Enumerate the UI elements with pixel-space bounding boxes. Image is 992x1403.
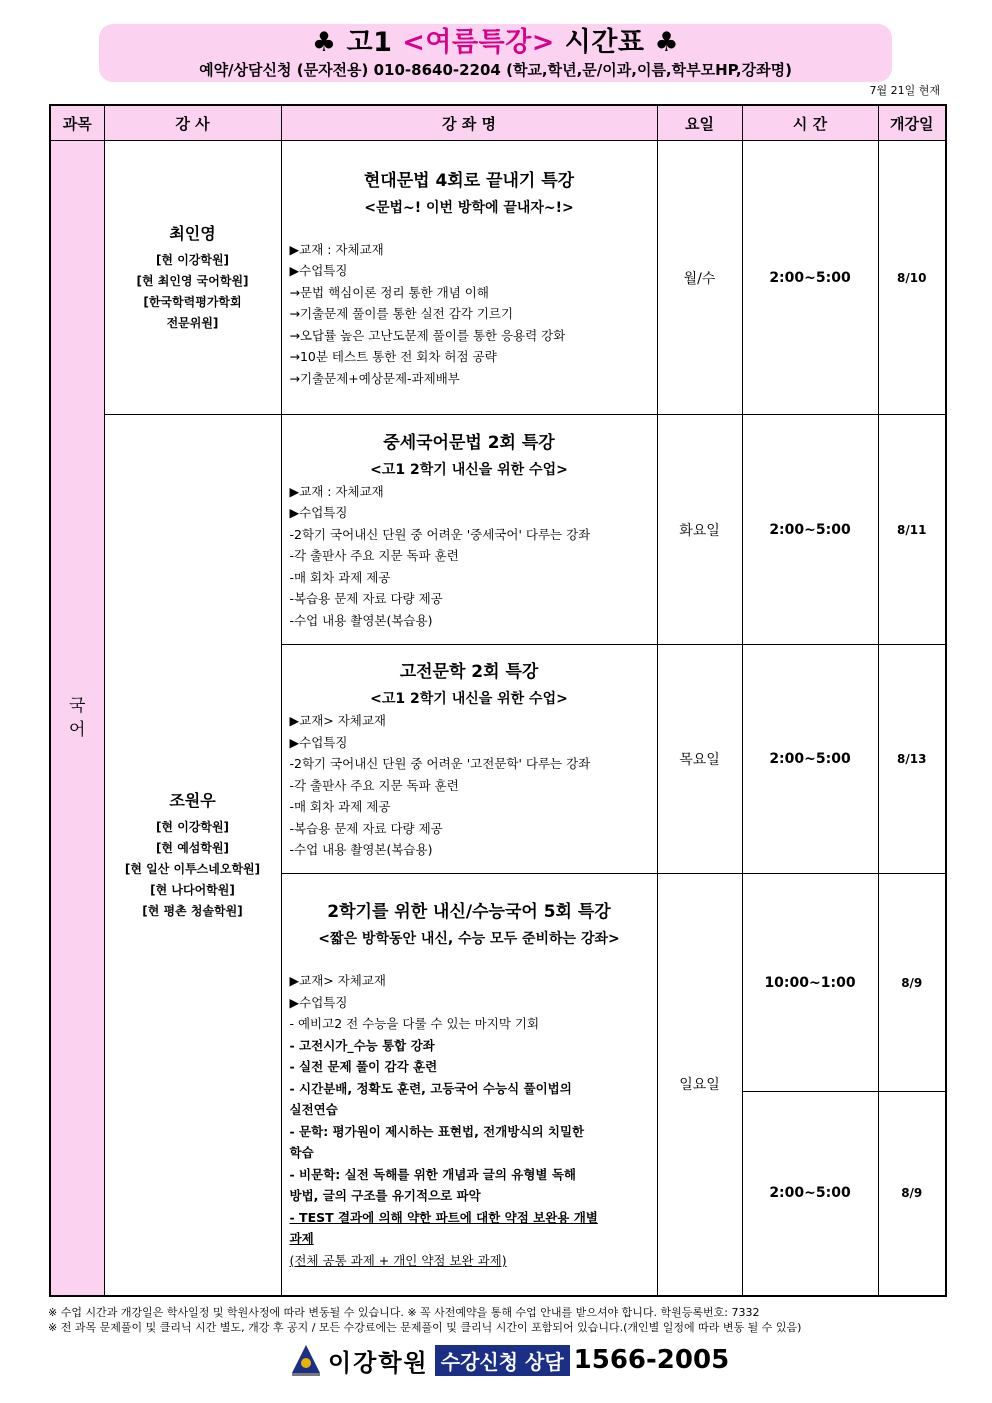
course-line: -각 출판사 주요 지문 독파 훈련 xyxy=(289,548,459,564)
course-line: - 시간분배, 정확도 훈련, 고등국어 수능식 풀이법의 xyxy=(289,1080,572,1096)
teacher-name: 조원우 xyxy=(169,790,216,810)
course-line: (전체 공통 과제 + 개인 약점 보완 과제) xyxy=(289,1252,507,1268)
open-cell: 8/9 xyxy=(878,874,946,1092)
footer xyxy=(290,1342,729,1378)
course-line: →10분 테스트 통한 전 회차 허점 공략 xyxy=(289,349,497,365)
col-subject: 과목 xyxy=(50,105,104,141)
course-line: ▶수업특징 xyxy=(289,505,348,521)
club-icon: ♣ xyxy=(654,27,680,58)
teacher-cred: [현 나다어학원] xyxy=(150,882,235,897)
teacher-cred: [현 이강학원] xyxy=(155,253,230,267)
course-line: →문법 핵심이론 정리 통한 개념 이해 xyxy=(289,284,489,300)
course-line: - 문학: 평가원이 제시하는 표현법, 전개방식의 치밀한 xyxy=(289,1123,585,1139)
course-tag: <고1 2학기 내신을 위한 수업> xyxy=(370,461,568,478)
title-grade: 고1 xyxy=(346,27,393,58)
course-tag: <고1 2학기 내신을 위한 수업> xyxy=(370,691,568,708)
club-icon: ♣ xyxy=(311,27,337,58)
course-line: - 고전시가_수능 통합 강좌 xyxy=(289,1037,435,1053)
course-tag: <짧은 방학동안 내신, 수능 모두 준비하는 강좌> xyxy=(318,931,620,948)
open-cell: 8/11 xyxy=(878,415,946,645)
day-cell: 화요일 xyxy=(657,415,742,645)
teacher-cred: [한국학력평가학회 xyxy=(143,295,242,309)
note-line: ※ 전 과목 문제풀이 및 클리닉 시간 별도, 개강 후 공지 / 모든 수강료에는 문제풀이 및 클리닉 시간이 포함되어 있습니다.(개인별 일정에 따라 변동 될 수 있음) xyxy=(48,1321,802,1334)
time-cell: 2:00~5:00 xyxy=(742,1092,878,1296)
enroll-badge: 수강신청 상담 xyxy=(435,1345,570,1376)
timetable xyxy=(49,104,947,1297)
course-line: -복습용 문제 자료 다량 제공 xyxy=(289,591,443,607)
subject-char: 어 xyxy=(69,719,86,740)
table-row xyxy=(50,415,946,645)
title-special: <여름특강> xyxy=(402,27,555,58)
course-line: ▶교재> 자체교재 xyxy=(289,713,387,729)
time-cell: 2:00~5:00 xyxy=(742,415,878,645)
course-name: 2학기를 위한 내신/수능국어 5회 특강 xyxy=(327,902,611,923)
day-cell: 일요일 xyxy=(657,874,742,1296)
teacher-cred: [현 일산 이투스네오학원] xyxy=(124,861,261,876)
col-teacher: 강 사 xyxy=(104,105,281,141)
col-day: 요일 xyxy=(657,105,742,141)
contact-line: 예약/상담신청 (문자전용) 010-8640-2204 (학교,학년,문/이과,이름,학부모HP,강좌명) xyxy=(199,61,792,79)
teacher-name: 최인영 xyxy=(169,224,216,243)
course-line: 학습 xyxy=(289,1145,314,1161)
title-rest: 시간표 xyxy=(564,27,645,58)
day-cell: 목요일 xyxy=(657,645,742,874)
course-line: - 실전 문제 풀이 감각 훈련 xyxy=(289,1059,438,1075)
course-name: 현대문법 4회로 끝내기 특강 xyxy=(363,170,575,191)
notes xyxy=(48,1305,801,1335)
academy-name: 이강학원 xyxy=(328,1348,429,1377)
time-cell: 10:00~1:00 xyxy=(742,874,878,1092)
col-course: 강 좌 명 xyxy=(281,105,657,141)
course-cell xyxy=(281,141,657,415)
course-cell xyxy=(281,645,657,874)
course-line: -복습용 문제 자료 다량 제공 xyxy=(289,820,443,836)
phone-number: 1566-2005 xyxy=(573,1345,730,1375)
academy-logo-icon xyxy=(290,1343,322,1377)
header-row xyxy=(50,105,946,141)
course-line: ▶수업특징 xyxy=(289,734,348,750)
subject-cell xyxy=(50,141,104,1296)
as-of-date: 7월 21일 현재 xyxy=(869,84,940,97)
table-row xyxy=(50,141,946,415)
course-cell xyxy=(281,874,657,1296)
time-cell: 2:00~5:00 xyxy=(742,141,878,415)
course-name: 중세국어문법 2회 특강 xyxy=(383,432,555,453)
course-line: - 예비고2 전 수능을 다룰 수 있는 마지막 기회 xyxy=(289,1016,540,1032)
course-cell xyxy=(281,415,657,645)
course-line: -2학기 국어내신 단원 중 어려운 '고전문학' 다루는 강좌 xyxy=(289,756,591,772)
open-cell: 8/10 xyxy=(878,141,946,415)
course-line: - 비문학: 실전 독해를 위한 개념과 글의 유형별 독해 xyxy=(289,1166,577,1182)
course-line: - TEST 결과에 의해 약한 파트에 대한 약점 보완용 개별 xyxy=(289,1209,598,1225)
note-line: ※ 수업 시간과 개강일은 학사일정 및 학원사정에 따라 변동될 수 있습니다. ※ 꼭 사전예약을 통해 수업 안내를 받으셔야 합니다. 학원등록번호: 7332 xyxy=(48,1306,760,1319)
subject-char: 국 xyxy=(69,695,86,716)
title-banner xyxy=(99,24,892,82)
teacher-cred: 전문위원] xyxy=(166,316,219,330)
course-line: -매 회차 과제 제공 xyxy=(289,569,391,585)
course-line: 실전연습 xyxy=(289,1102,338,1118)
teacher-cred: [현 최인영 국어학원] xyxy=(136,274,249,288)
course-line: -2학기 국어내신 단원 중 어려운 '중세국어' 다루는 강좌 xyxy=(289,526,591,542)
course-line: ▶수업특징 xyxy=(289,994,348,1010)
course-line: →기출문제+예상문제-과제배부 xyxy=(289,370,460,386)
course-tag: <문법~! 이번 방학에 끝내자~!> xyxy=(364,199,574,216)
teacher-cell xyxy=(104,415,281,1296)
course-line: →오답률 높은 고난도문제 풀이를 통한 응용력 강화 xyxy=(289,327,566,343)
course-name: 고전문학 2회 특강 xyxy=(399,662,539,683)
course-line: 과제 xyxy=(289,1231,314,1247)
time-cell: 2:00~5:00 xyxy=(742,645,878,874)
page-title xyxy=(99,26,892,60)
open-cell: 8/13 xyxy=(878,645,946,874)
course-line: ▶교재 : 자체교재 xyxy=(289,241,384,257)
course-line: ▶교재 : 자체교재 xyxy=(289,483,384,499)
course-line: -수업 내용 촬영본(복습용) xyxy=(289,612,433,628)
day-cell: 월/수 xyxy=(657,141,742,415)
course-line: -매 회차 과제 제공 xyxy=(289,799,391,815)
course-line: -각 출판사 주요 지문 독파 훈련 xyxy=(289,777,459,793)
open-cell: 8/9 xyxy=(878,1092,946,1296)
course-line: →기출문제 풀이를 통한 실전 감각 기르기 xyxy=(289,306,514,322)
col-open: 개강일 xyxy=(878,105,946,141)
course-line: ▶수업특징 xyxy=(289,263,348,279)
teacher-cred: [현 예섬학원] xyxy=(155,840,230,855)
col-time: 시 간 xyxy=(742,105,878,141)
teacher-cell xyxy=(104,141,281,415)
course-line: -수업 내용 촬영본(복습용) xyxy=(289,842,433,858)
course-line: 방법, 글의 구조를 유기적으로 파악 xyxy=(289,1188,481,1204)
teacher-cred: [현 평촌 청솔학원] xyxy=(142,903,243,918)
teacher-cred: [현 이강학원] xyxy=(155,819,230,834)
course-line: ▶교재> 자체교재 xyxy=(289,973,387,989)
